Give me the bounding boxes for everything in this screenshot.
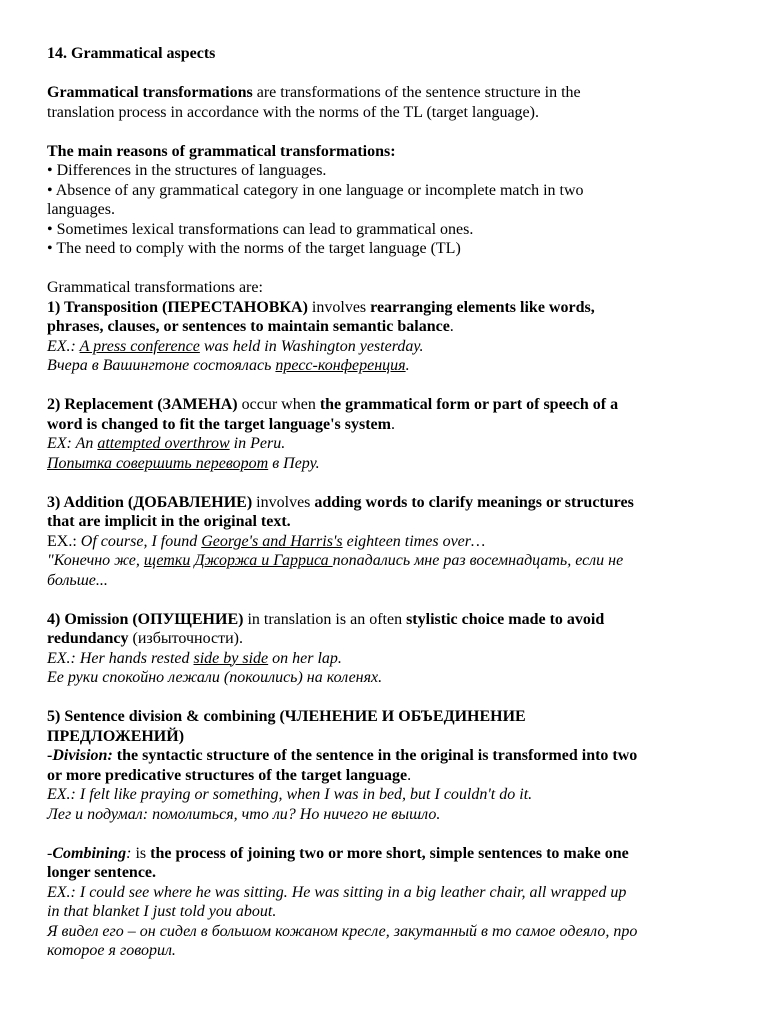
- transposition-heading: 1) Transposition (ПЕРЕСТАНОВКА) involves rearranging elements like words,: [47, 298, 595, 316]
- transposition-example: EX.: A press conference was held in Washington yesterday.: [47, 337, 424, 355]
- combining-translation-continued: которое я говорил.: [47, 942, 176, 959]
- reason-item: • Absence of any grammatical category in one language or incomplete match in two: [47, 181, 584, 199]
- division-combining-heading-continued: ПРЕДЛОЖЕНИЙ): [47, 727, 185, 745]
- reason-item: • Differences in the structures of languages.: [47, 162, 327, 179]
- combining-definition-continued: longer sentence.: [47, 864, 157, 881]
- division-translation: Лег и подумал: помолиться, что ли? Но ничего не вышло.: [47, 805, 441, 823]
- replacement-example: EX: An attempted overthrow in Peru.: [47, 435, 286, 452]
- reason-item: • Sometimes lexical transformations can lead to grammatical ones.: [47, 220, 474, 238]
- addition-translation-continued: больше...: [47, 571, 108, 589]
- addition-heading: 3) Addition (ДОБАВЛЕНИЕ) involves adding words to clarify meanings or structures: [47, 493, 634, 511]
- document-page: [47, 44, 737, 961]
- combining-example: EX.: I could see where he was sitting. He was sitting in a big leather chair, all wrapped up: [47, 883, 627, 901]
- omission-desc: redundancy (избыточности).: [47, 630, 243, 647]
- division-combining-heading: 5) Sentence division & combining (ЧЛЕНЕНИЕ И ОБЪЕДИНЕНИЕ: [47, 708, 526, 725]
- replacement-desc: word is changed to fit the target language's system.: [47, 415, 395, 433]
- addition-example: EX.: Of course, I found George's and Harris's eighteen times over…: [47, 532, 486, 550]
- document-title: 14. Grammatical aspects: [47, 45, 216, 62]
- reason-item: • The need to comply with the norms of the target language (TL): [47, 240, 461, 257]
- intro-term: Grammatical transformations: [47, 84, 253, 101]
- reasons-heading: The main reasons of grammatical transformations:: [47, 142, 396, 160]
- combining-example-continued: in that blanket I just told you about.: [47, 903, 277, 920]
- omission-heading: 4) Omission (ОПУЩЕНИЕ) in translation is an often stylistic choice made to avoid: [47, 610, 605, 628]
- replacement-translation: Попытка совершить переворот в Перу.: [47, 454, 320, 472]
- addition-translation: "Конечно же, щетки Джоржа и Гарриса попадались мне раз восемнадцать, если не: [47, 552, 624, 569]
- intro-line-2: translation process in accordance with the norms of the TL (target language).: [47, 103, 539, 121]
- intro-line-1: Grammatical transformations are transformations of the sentence structure in the: [47, 84, 581, 101]
- division-definition: -Division: the syntactic structure of the sentence in the original is transformed into two: [47, 747, 638, 764]
- combining-translation: Я видел его – он сидел в большом кожаном кресле, закутанный в то самое одеяло, про: [47, 922, 638, 940]
- reason-item-continued: languages.: [47, 201, 115, 218]
- combining-definition: -Combining: is the process of joining two or more short, simple sentences to make one: [47, 844, 629, 862]
- replacement-heading: 2) Replacement (ЗАМЕНА) occur when the grammatical form or part of speech of a: [47, 396, 619, 413]
- transposition-desc: phrases, clauses, or sentences to maintain semantic balance.: [47, 318, 454, 335]
- omission-translation: Ее руки спокойно лежали (покоились) на коленях.: [47, 669, 383, 686]
- types-intro: Grammatical transformations are:: [47, 279, 263, 296]
- transposition-translation: Вчера в Вашингтоне состоялась пресс-конференция.: [47, 357, 410, 374]
- division-definition-continued: or more predicative structures of the target language.: [47, 766, 412, 784]
- division-example: EX.: I felt like praying or something, when I was in bed, but I couldn't do it.: [47, 786, 533, 803]
- addition-desc: that are implicit in the original text.: [47, 513, 291, 530]
- omission-example: EX.: Her hands rested side by side on her lap.: [47, 649, 342, 667]
